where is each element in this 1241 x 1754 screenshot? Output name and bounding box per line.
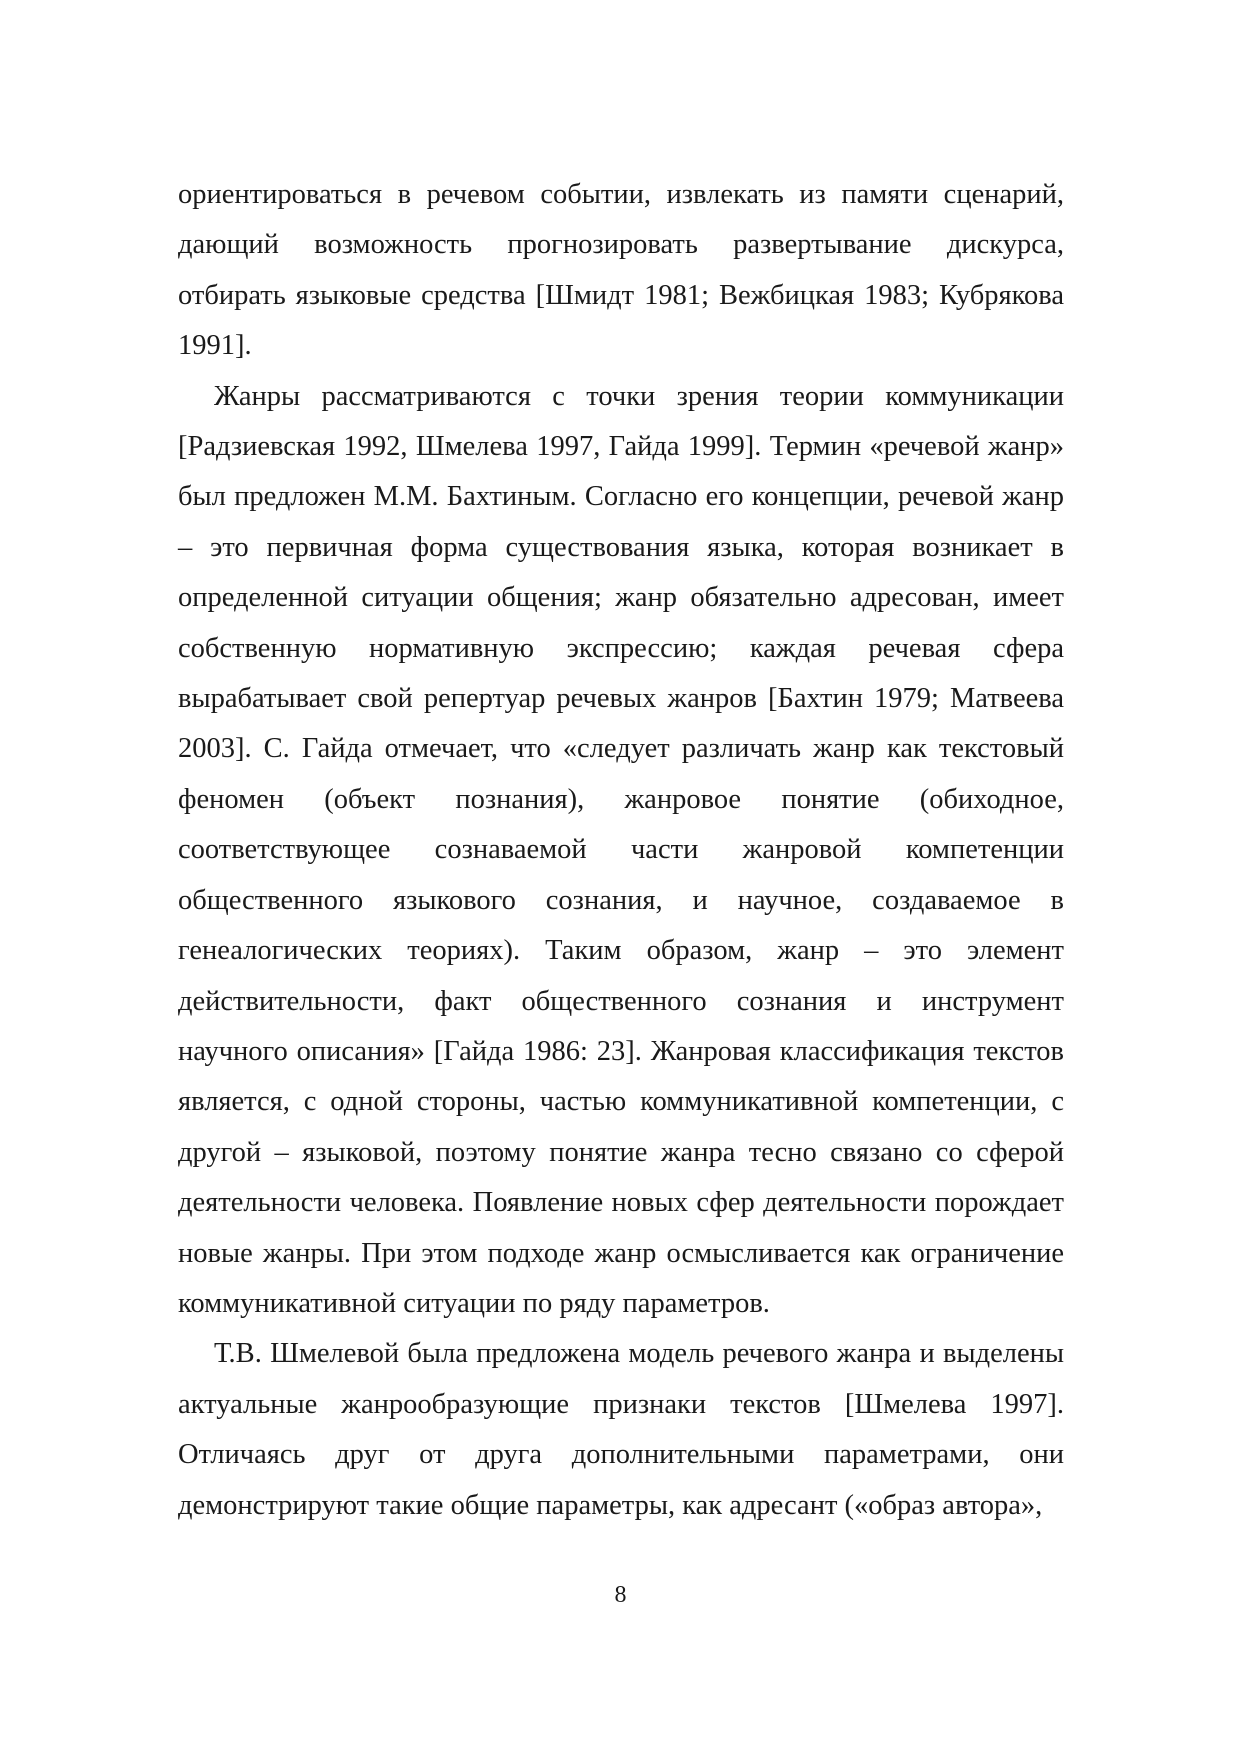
paragraph-genres: Жанры рассматриваются с точки зрения теории коммуникации [Радзиевская 1992, Шмелева 1997, Гайда 1999]. Термин «речевой жанр» был предложен М.М. Бахтиным. Согласно его концепции, речевой жанр – это первичная форма существования языка, которая возникает в определенной ситуации общения; жанр обязательно адресован, имеет собственную нормативную экспрессию; каждая речевая сфера вырабатывает свой репертуар речевых жанров [Бахтин 1979; Матвеева 2003]. С. Гайда отмечает, что «следует различать жанр как текстовый феномен (объект познания), жанровое понятие (обиходное, соответствующее сознаваемой части жанровой компетенции общественного языкового сознания, и научное, создаваемое в генеалогических теориях). Таким образом, жанр – это элемент действительности, факт общественного сознания и инструмент научного описания» [Гайда 1986: 23]. Жанровая классификация текстов является, с одной стороны, частью коммуникативной компетенции, с другой – языковой, поэтому понятие жанра тесно связано со сферой деятельности человека. Появление новых сфер деятельности порождает новые жанры. При этом подходе жанр осмысливается как ограничение коммуникативной ситуации по ряду параметров. bbox=[178, 380, 1064, 1319]
body-text bbox=[178, 170, 1064, 1531]
paragraph-shmeleva-model: Т.В. Шмелевой была предложена модель речевого жанра и выделены актуальные жанрообразующие признаки текстов [Шмелева 1997]. Отличаясь друг от друга дополнительными параметрами, они демонстрируют такие общие параметры, как адресант («образ автора», bbox=[178, 1338, 1064, 1521]
paragraph-continuation: ориентироваться в речевом событии, извлекать из памяти сценарий, дающий возможность прогнозировать развертывание дискурса, отбирать языковые средства [Шмидт 1981; Вежбицкая 1983; Кубрякова 1991]. bbox=[178, 179, 1064, 362]
page-number: 8 bbox=[614, 1582, 627, 1608]
